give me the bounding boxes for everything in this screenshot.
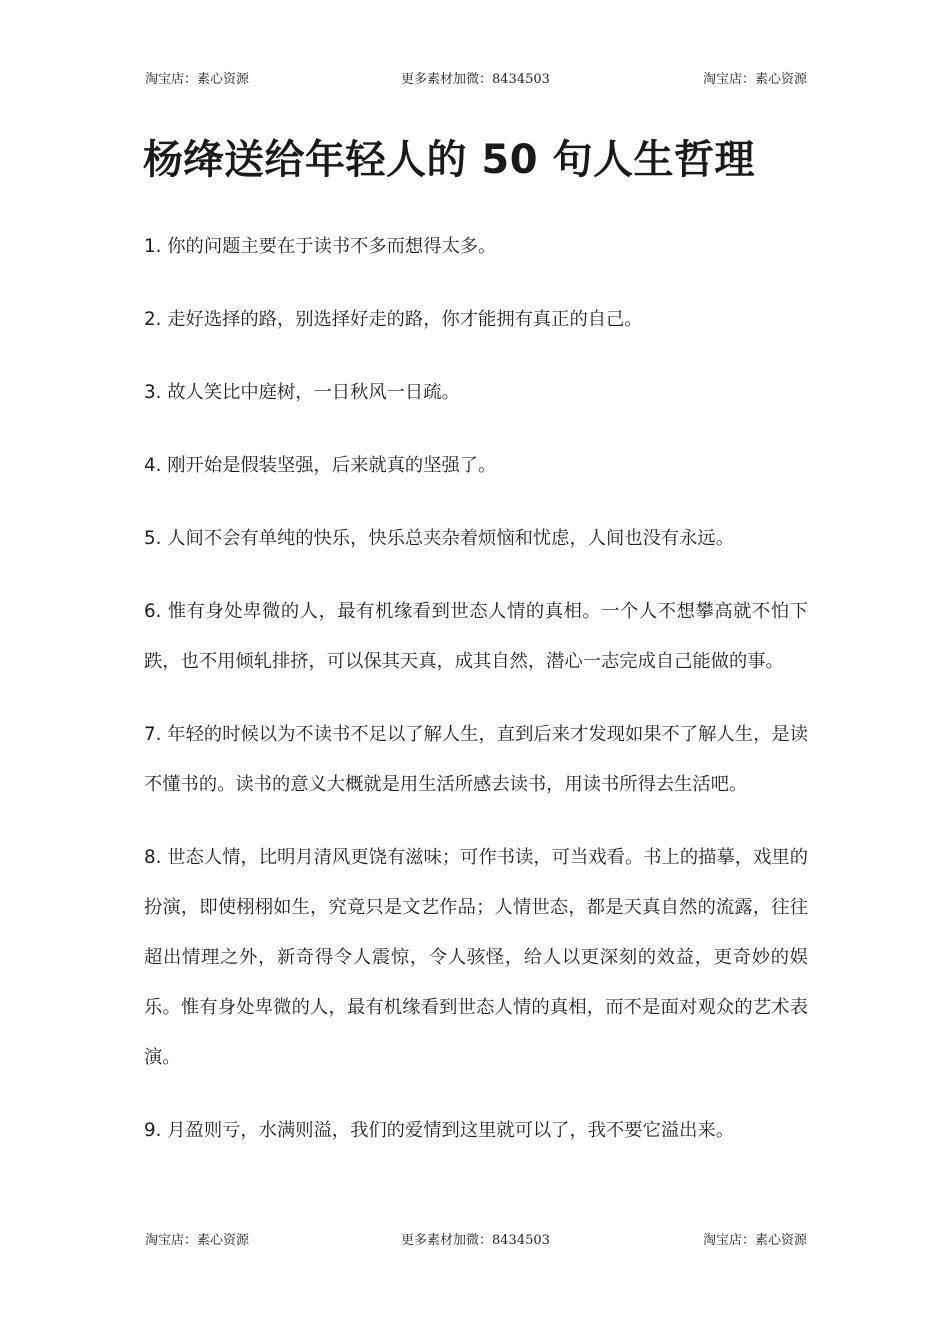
- quote-item-8: 8. 世态人情，比明月清风更饶有滋味；可作书读，可当戏看。书上的描摹，戏里的扮演，即使栩栩如生，究竟只是文艺作品；人情世态，都是天真自然的流露，往往超出情理之外，新奇得令人震惊，令人骇怪，给人以更深刻的效益，更奇妙的娱乐。惟有身处卑微的人，最有机缘看到世态人情的真相，而不是面对观众的艺术表演。: [144, 847, 808, 1068]
- footer-center-text: 更多素材加微：8434503: [401, 1233, 550, 1248]
- quote-item-7: 7. 年轻的时候以为不读书不足以了解人生，直到后来才发现如果不了解人生，是读不懂书的。读书的意义大概就是用生活所感去读书，用读书所得去生活吧。: [144, 724, 808, 795]
- quote-item-9: 9. 月盈则亏，水满则溢，我们的爱情到这里就可以了，我不要它溢出来。: [144, 1120, 734, 1141]
- page-footer: [145, 1229, 807, 1249]
- header-right-text: 淘宝店：素心资源: [702, 72, 807, 87]
- header-left-text: 淘宝店：素心资源: [145, 72, 250, 87]
- quote-item-3: 3. 故人笑比中庭树，一日秋风一日疏。: [144, 382, 460, 403]
- footer-right-text: 淘宝店：素心资源: [702, 1233, 807, 1248]
- page-header: [145, 68, 807, 88]
- quote-item-2: 2. 走好选择的路，别选择好走的路，你才能拥有真正的自己。: [144, 309, 643, 330]
- document-title: 杨绛送给年轻人的 50 句人生哲理: [143, 137, 756, 183]
- quote-item-5: 5. 人间不会有单纯的快乐，快乐总夹杂着烦恼和忧虑，人间也没有永远。: [144, 528, 734, 549]
- footer-left-text: 淘宝店：素心资源: [145, 1233, 250, 1248]
- quote-list: [144, 222, 808, 1179]
- header-center-text: 更多素材加微：8434503: [401, 72, 550, 87]
- quote-item-1: 1. 你的问题主要在于读书不多而想得太多。: [144, 236, 497, 257]
- quote-item-6: 6. 惟有身处卑微的人，最有机缘看到世态人情的真相。一个人不想攀高就不怕下跌，也不用倾轧排挤，可以保其天真，成其自然，潜心一志完成自己能做的事。: [144, 601, 808, 672]
- quote-item-4: 4. 刚开始是假装坚强，后来就真的坚强了。: [144, 455, 497, 476]
